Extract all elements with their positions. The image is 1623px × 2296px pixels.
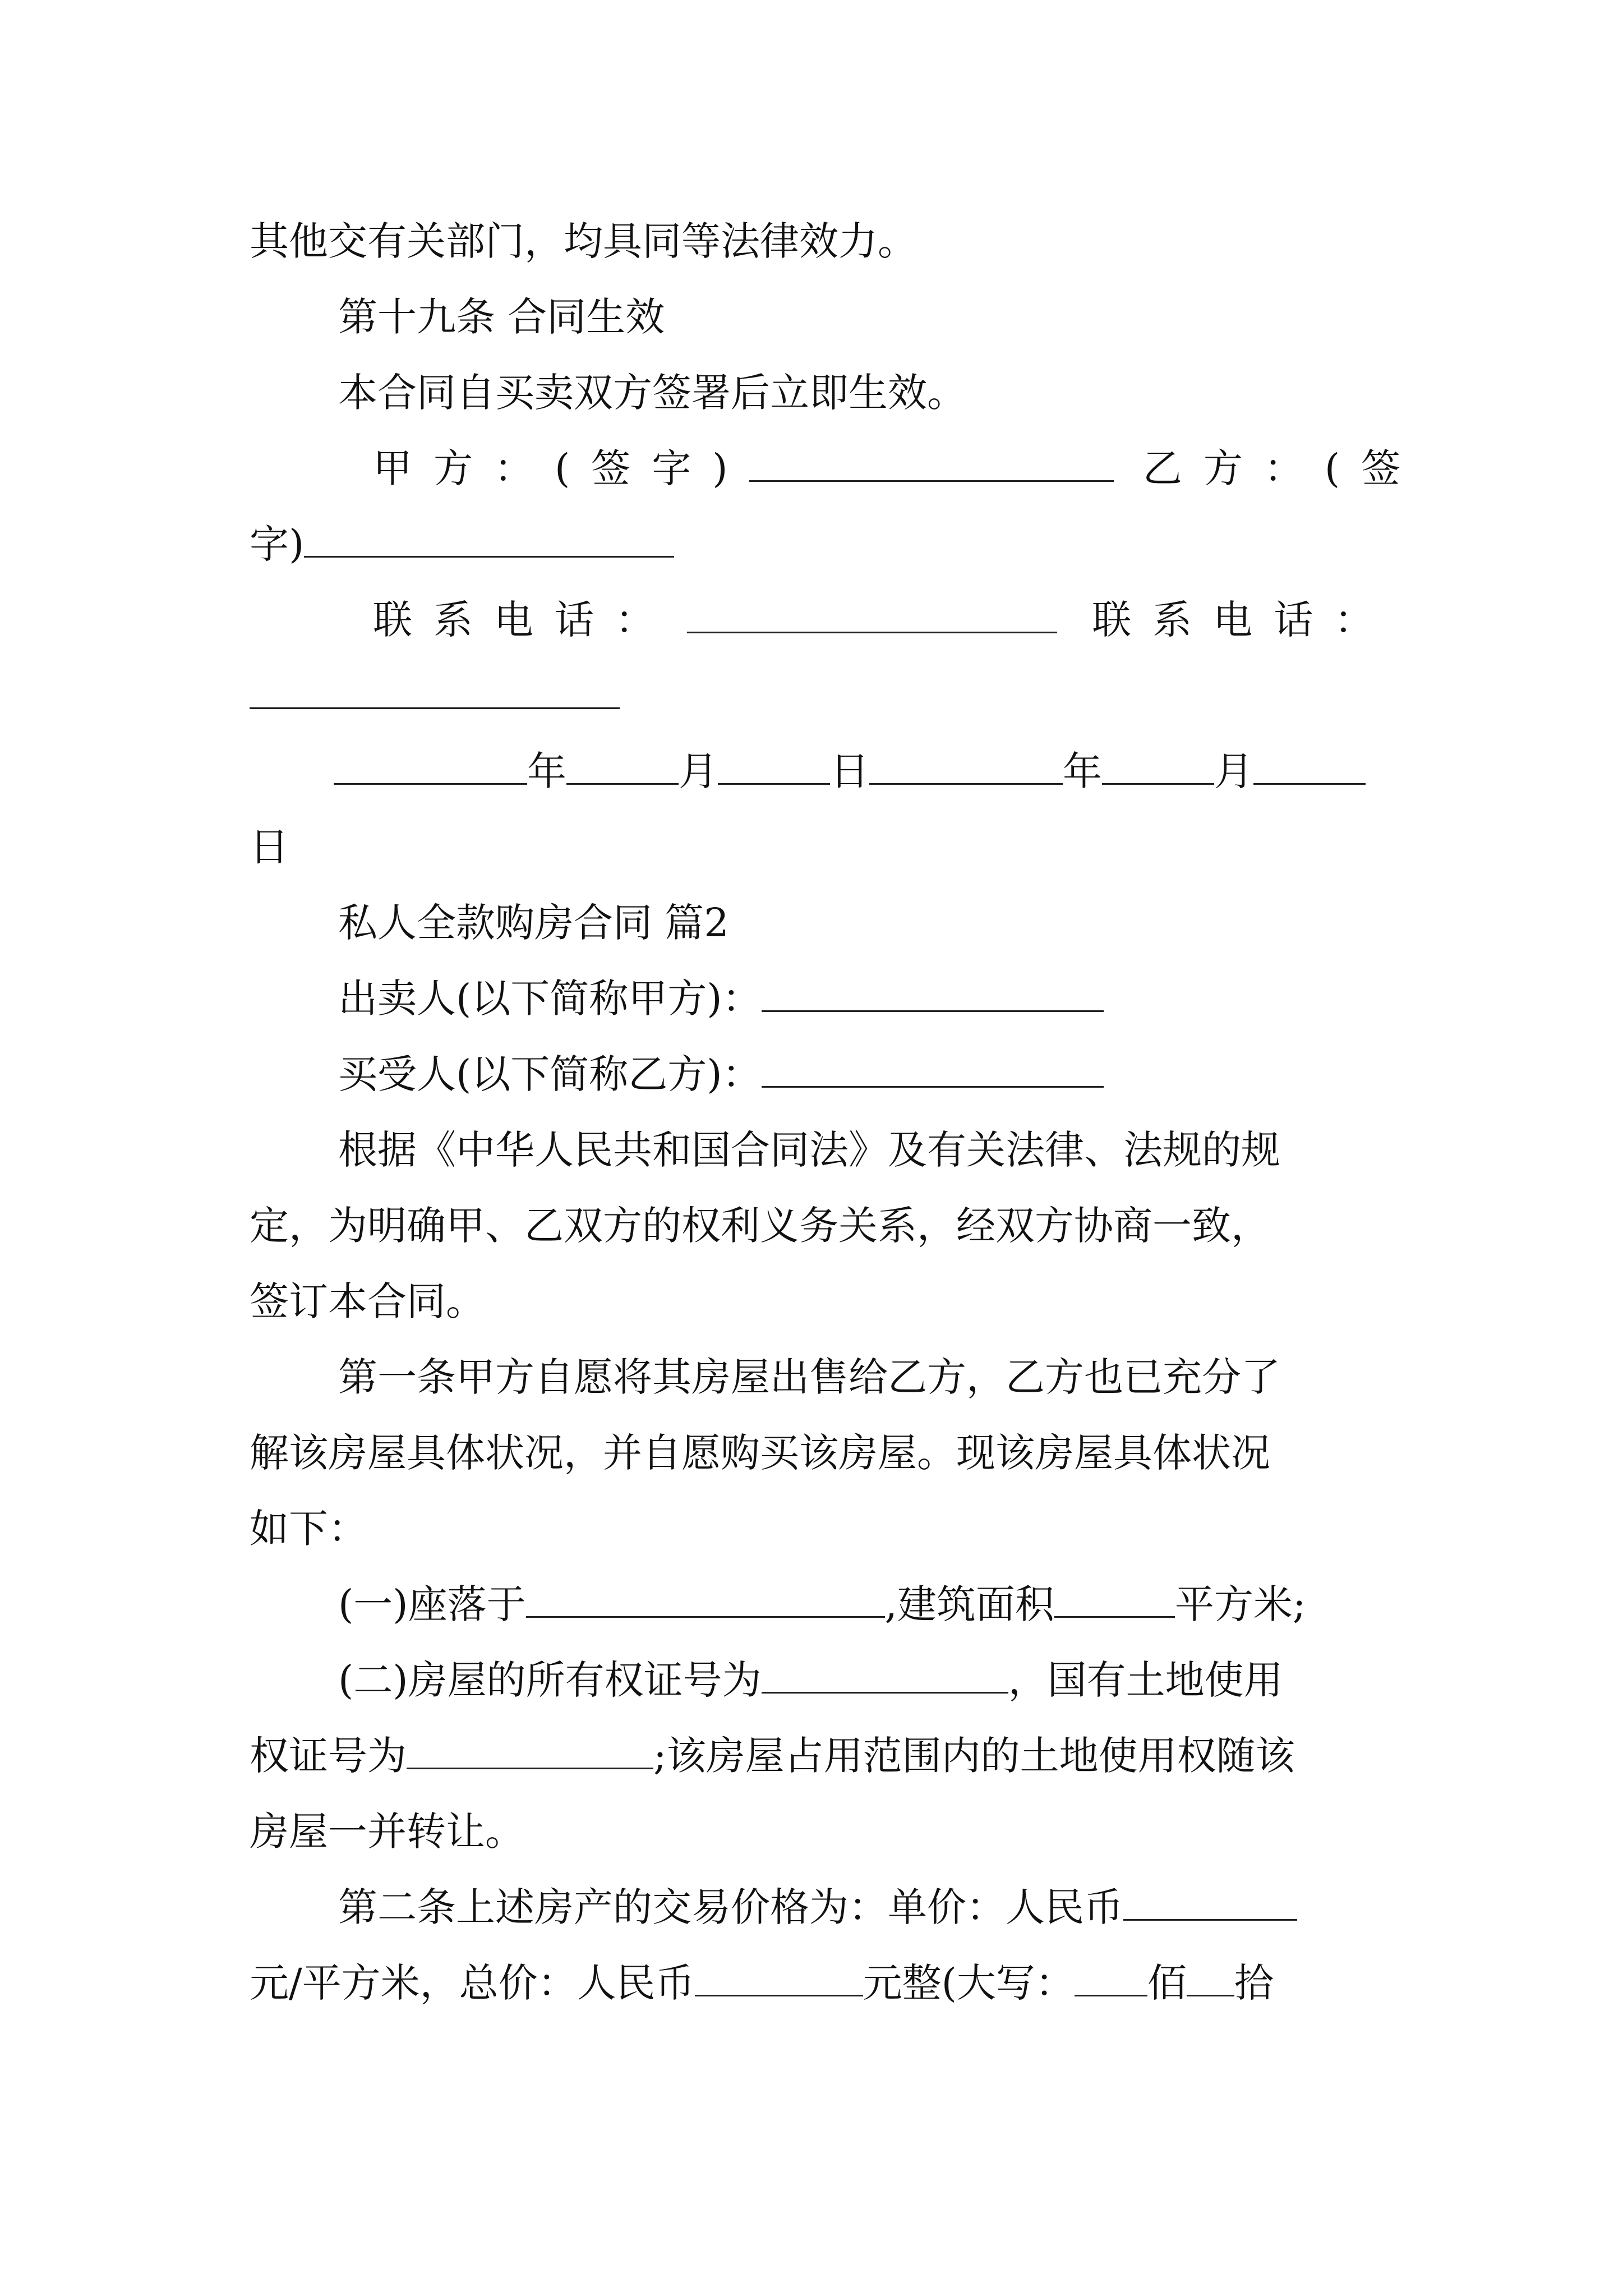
- certificate-line: [338, 1652, 1388, 1708]
- day-label: 日: [830, 748, 869, 794]
- signature-blank: [749, 445, 1114, 482]
- text: 解该房屋具体状况，并自愿购买该房屋。现该房屋具体状况: [250, 1430, 1270, 1476]
- location-blank: [526, 1581, 885, 1618]
- text: (二)房屋的所有权证号为: [338, 1657, 762, 1703]
- paragraph-line: [250, 1501, 1388, 1557]
- text: 根据《中华人民共和国合同法》及有关法律、法规的规: [338, 1127, 1280, 1173]
- text: 签订本合同。: [250, 1278, 485, 1324]
- paragraph-line: [250, 1198, 1388, 1254]
- month-label: 月: [1214, 748, 1253, 794]
- text: 平方米;: [1174, 1581, 1306, 1627]
- party-a-label: 甲方：(签字): [373, 445, 749, 491]
- text: 第十九条 合同生效: [338, 294, 665, 340]
- date-line-cont: [250, 819, 1388, 875]
- unit-price-blank: [1123, 1884, 1297, 1921]
- date-line: [334, 743, 1388, 799]
- phone-label-b: 联系电话：: [1092, 597, 1395, 643]
- signature-line-party-b: [250, 516, 1388, 572]
- total-price-blank: [695, 1960, 863, 1996]
- text: 元/平方米，总价：人民币: [250, 1960, 695, 2006]
- seller-label: 出卖人(以下简称甲方)：: [338, 976, 762, 1022]
- hundreds-blank: [1075, 1960, 1147, 1996]
- date-blank: [334, 748, 527, 785]
- date-blank: [718, 748, 830, 785]
- signature-line-party-a: [373, 440, 1422, 496]
- paragraph-line: [250, 1803, 1388, 1860]
- seller-blank: [762, 976, 1104, 1012]
- text: 其他交有关部门，均具同等法律效力。: [250, 218, 917, 264]
- year-label: 年: [1063, 748, 1102, 794]
- date-blank: [1253, 748, 1366, 785]
- paragraph-line: [338, 365, 1388, 421]
- text: 本合同自买卖双方签署后立即生效。: [338, 370, 966, 416]
- phone-label-a: 联系电话：: [373, 597, 676, 643]
- text: 房屋一并转让。: [250, 1809, 524, 1855]
- paragraph-line: [250, 213, 1388, 269]
- buyer-label: 买受人(以下简称乙方)：: [338, 1051, 762, 1097]
- text: 如下：: [250, 1506, 367, 1552]
- text: 定，为明确甲、乙双方的权利义务关系，经双方协商一致，: [250, 1203, 1270, 1249]
- text: 权证号为: [250, 1733, 407, 1779]
- phone-blank: [250, 673, 620, 709]
- text: 元整(大写：: [863, 1960, 1075, 2006]
- text: 第二条上述房产的交易价格为：单价：人民币: [338, 1884, 1123, 1930]
- year-label: 年: [527, 748, 566, 794]
- date-blank: [1102, 748, 1214, 785]
- certificate-blank: [762, 1657, 1008, 1694]
- text: (一)座落于: [338, 1581, 526, 1627]
- price-line-cont: [250, 1955, 1388, 2011]
- price-line: [338, 1879, 1388, 1935]
- phone-line: [373, 592, 1395, 648]
- text: ,建筑面积: [884, 1581, 1054, 1627]
- certificate-line-cont: [250, 1728, 1388, 1784]
- area-blank: [1054, 1581, 1175, 1618]
- signature-blank: [304, 521, 674, 558]
- text: 私人全款购房合同 篇2: [338, 900, 729, 946]
- phone-line-cont: [250, 668, 1388, 724]
- text: 第一条甲方自愿将其房屋出售给乙方，乙方也已充分了: [338, 1354, 1280, 1400]
- text: 拾: [1234, 1960, 1274, 2006]
- text: ;该房屋占用范围内的土地使用权随该: [653, 1733, 1295, 1779]
- paragraph-line: [250, 1425, 1388, 1481]
- tens-blank: [1187, 1960, 1234, 1996]
- article-heading: [338, 289, 1388, 345]
- date-blank: [869, 748, 1063, 785]
- buyer-line: [338, 1046, 1388, 1102]
- text: ，国有土地使用: [1008, 1657, 1283, 1703]
- location-line: [338, 1576, 1388, 1632]
- date-blank: [566, 748, 679, 785]
- paragraph-line: [250, 1273, 1388, 1329]
- month-label: 月: [679, 748, 718, 794]
- text: 字): [250, 521, 305, 567]
- phone-blank: [687, 597, 1057, 633]
- paragraph-line: [338, 1349, 1388, 1405]
- seller-line: [338, 970, 1388, 1027]
- land-cert-blank: [407, 1733, 653, 1769]
- section-title: [338, 895, 1388, 951]
- text: 佰: [1147, 1960, 1187, 2006]
- buyer-blank: [762, 1051, 1104, 1088]
- paragraph-line: [338, 1122, 1388, 1178]
- day-label: 日: [250, 824, 289, 870]
- party-b-label: 乙方：(签: [1142, 445, 1422, 491]
